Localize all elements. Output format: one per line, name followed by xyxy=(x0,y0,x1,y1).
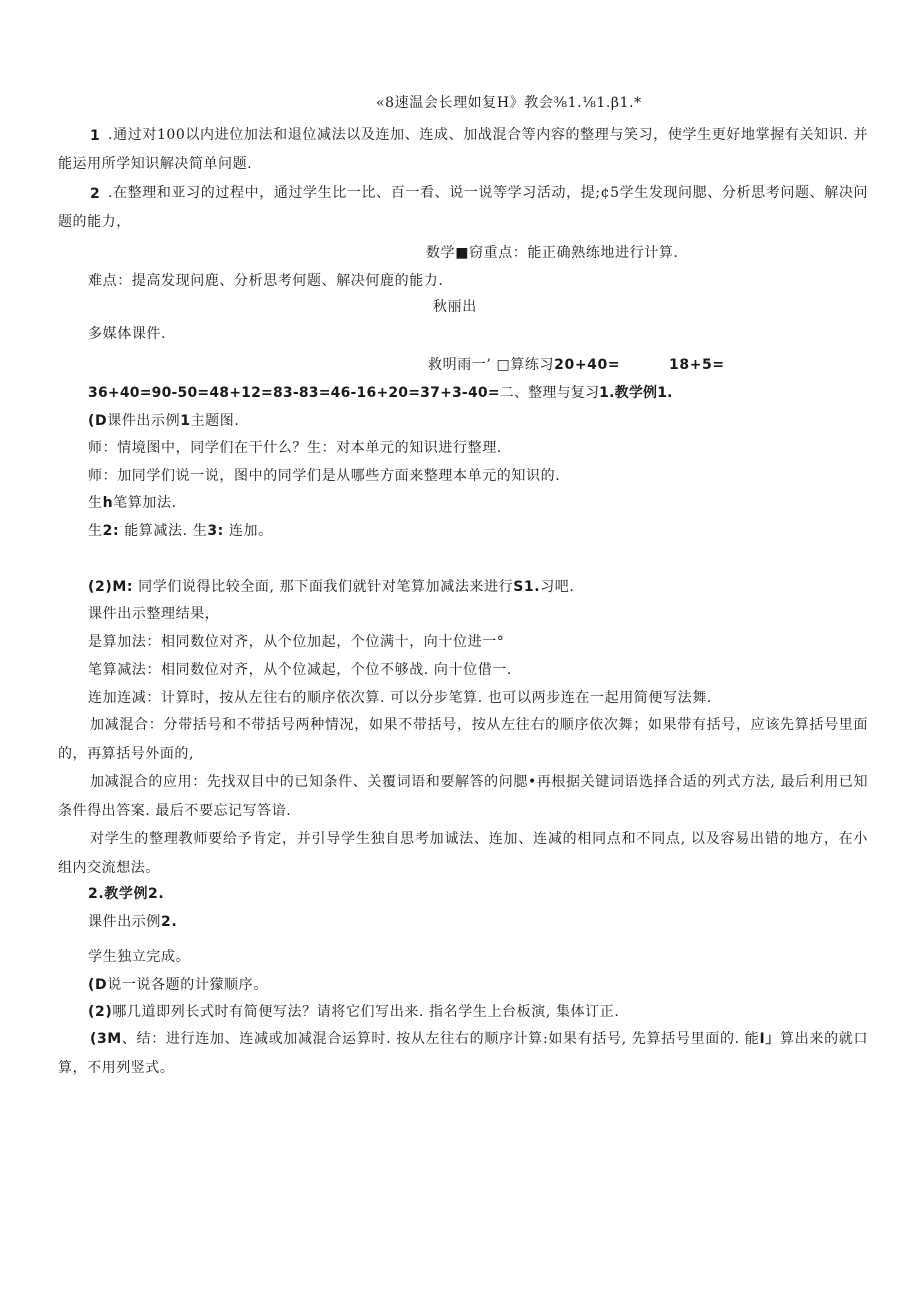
calc-line-end: 1.教学例1. xyxy=(599,385,673,401)
question-1-text: 说一说各题的计獴顺序。 xyxy=(107,977,268,993)
mix-application: 加减混合的应用：先找双目中的已知条件、关覆词语和要解答的问腮•再根据关键词语选择合适的列式方法, 最后利用已知条件得出答案. 最后不要忘记写答谙. xyxy=(58,774,868,819)
teacher-note: 对学生的整理教师要给予肯定，并引导学生独自思考加诚法、连加、连减的相同点和不同点, 以及容易出错的地方，在小组内交流想法。 xyxy=(58,831,868,876)
add-rule: 是算加法：相同数位对齐，从个位加起，个位满十，向十位进一° xyxy=(88,634,505,650)
student-2-mid: 能算减法. 生 xyxy=(119,523,208,539)
section-2-intro xyxy=(88,577,574,597)
objective-1-text: .通过对100以内进位加法和退位减法以及连加、连成、加战混合等内容的整理与笑习，使学生更好地掌握有关知识. 并能运用所学知识解决简单问题. xyxy=(58,127,868,172)
student-3-marker: 3: xyxy=(207,523,224,539)
teacher-line-1: 师：情境图中，同学们在干什么？生：对本单元的知识进行整理. xyxy=(88,440,502,456)
section-prep: 秋丽出 xyxy=(433,299,477,315)
calc-line-expr: 36+40=90-50=48+12=83-83=46-16+20=37+3-40= xyxy=(88,385,500,401)
question-2-text: 哪几道即列长式时有简便写法？请将它们写出来. 指名学生上台板演, 集体订正. xyxy=(112,1004,620,1020)
student-1-pre: 生 xyxy=(88,495,103,511)
question-2-marker: (2) xyxy=(88,1004,113,1020)
page-title: «8速温会长理如复H》教会⅜1.⅛1.β1.* xyxy=(376,95,642,111)
example1-num: 1 xyxy=(180,413,191,429)
student-2-marker: 2: xyxy=(102,523,120,539)
calc-line xyxy=(88,383,673,403)
section-2-marker: (2)M: xyxy=(88,579,134,595)
student-1 xyxy=(88,493,177,513)
student-1-marker: h xyxy=(102,495,114,511)
calc-line-tail: 二、整理与复习 xyxy=(499,385,600,401)
teacher-line-2: 师：加同学们说一说，图中的同学们是从哪些方面来整理本单元的知识的. xyxy=(88,468,561,484)
calc-b xyxy=(669,355,725,375)
question-1 xyxy=(88,975,268,995)
student-2-pre: 生 xyxy=(88,523,103,539)
section-2-s1: S1. xyxy=(513,579,541,595)
show-result: 课件出示整理结果， xyxy=(88,606,220,622)
objective-1-number: 1 xyxy=(90,128,101,144)
question-3-text: 、结：进行连加、连减或加减混合运算时. 按从左往右的顺序计算:如果有括号, 先算括号里面的. 能 xyxy=(121,1031,760,1047)
media: 多媒体课件. xyxy=(88,326,167,342)
calc-b-text: 18+5= xyxy=(669,357,725,373)
calc-heading xyxy=(428,355,620,375)
example2-show-text: 课件出示例 xyxy=(88,914,161,930)
sub-rule: 笔算减法：相同数位对齐，从个位减起，个位不够战. 向十位借一. xyxy=(88,662,512,678)
key-point: 数学■窃重点：能正确熟练地进行计算. xyxy=(426,245,679,261)
section-2-text: 同学们说得比较全面, 那下面我们就针对笔算加减法来进行 xyxy=(133,579,514,595)
section-2-end: 习吧. xyxy=(540,579,575,595)
example1-marker: (D xyxy=(88,413,108,429)
student-2 xyxy=(88,521,273,541)
example1-show xyxy=(88,411,239,431)
question-3-marker: (3M xyxy=(90,1031,122,1047)
example1-text: 课件出示例 xyxy=(107,413,181,429)
question-1-marker: (D xyxy=(88,977,108,993)
cont-rule: 连加连减：计算时，按从左往右的顺序依次算. 可以分步笔算. 也可以两步连在一起用简便写法舞. xyxy=(88,690,712,706)
example2-show-num: 2. xyxy=(161,914,178,930)
example2-show xyxy=(88,912,177,932)
question-2 xyxy=(88,1002,619,1022)
student-1-text: 笔算加法. xyxy=(113,495,177,511)
example2-heading-text: 2.教学例2. xyxy=(88,886,165,902)
question-3-bold: I」 xyxy=(759,1031,781,1047)
mix-rule: 加减混合：分带括号和不带括号两种情况，如果不带括号，按从左往右的顺序依次舞；如果带有括号，应该先算括号里面的，再算括号外面的, xyxy=(58,717,868,762)
example2-heading xyxy=(88,884,164,904)
objective-2-number: 2 xyxy=(90,186,101,202)
student-2-post: 连加。 xyxy=(223,523,273,539)
question-3 xyxy=(58,1025,868,1083)
difficulty: 难点：提高发现问鹿、分析思考何题、解决何鹿的能力. xyxy=(88,273,444,289)
calc-heading-text: 救明雨一’ □算练习 xyxy=(428,357,555,373)
calc-a: 20+40= xyxy=(554,357,621,373)
objective-2-text: .在整理和亚习的过程中，通过学生比一比、百一看、说一说等学习活动，提;¢5学生发现问腮、分析思考问题、解决问题的能力， xyxy=(58,185,868,230)
question-3-post: 算出来的就口算，不用列竖式。 xyxy=(58,1031,868,1076)
example2-solve: 学生独立完成。 xyxy=(88,949,191,965)
example1-post: 主题图. xyxy=(190,413,240,429)
